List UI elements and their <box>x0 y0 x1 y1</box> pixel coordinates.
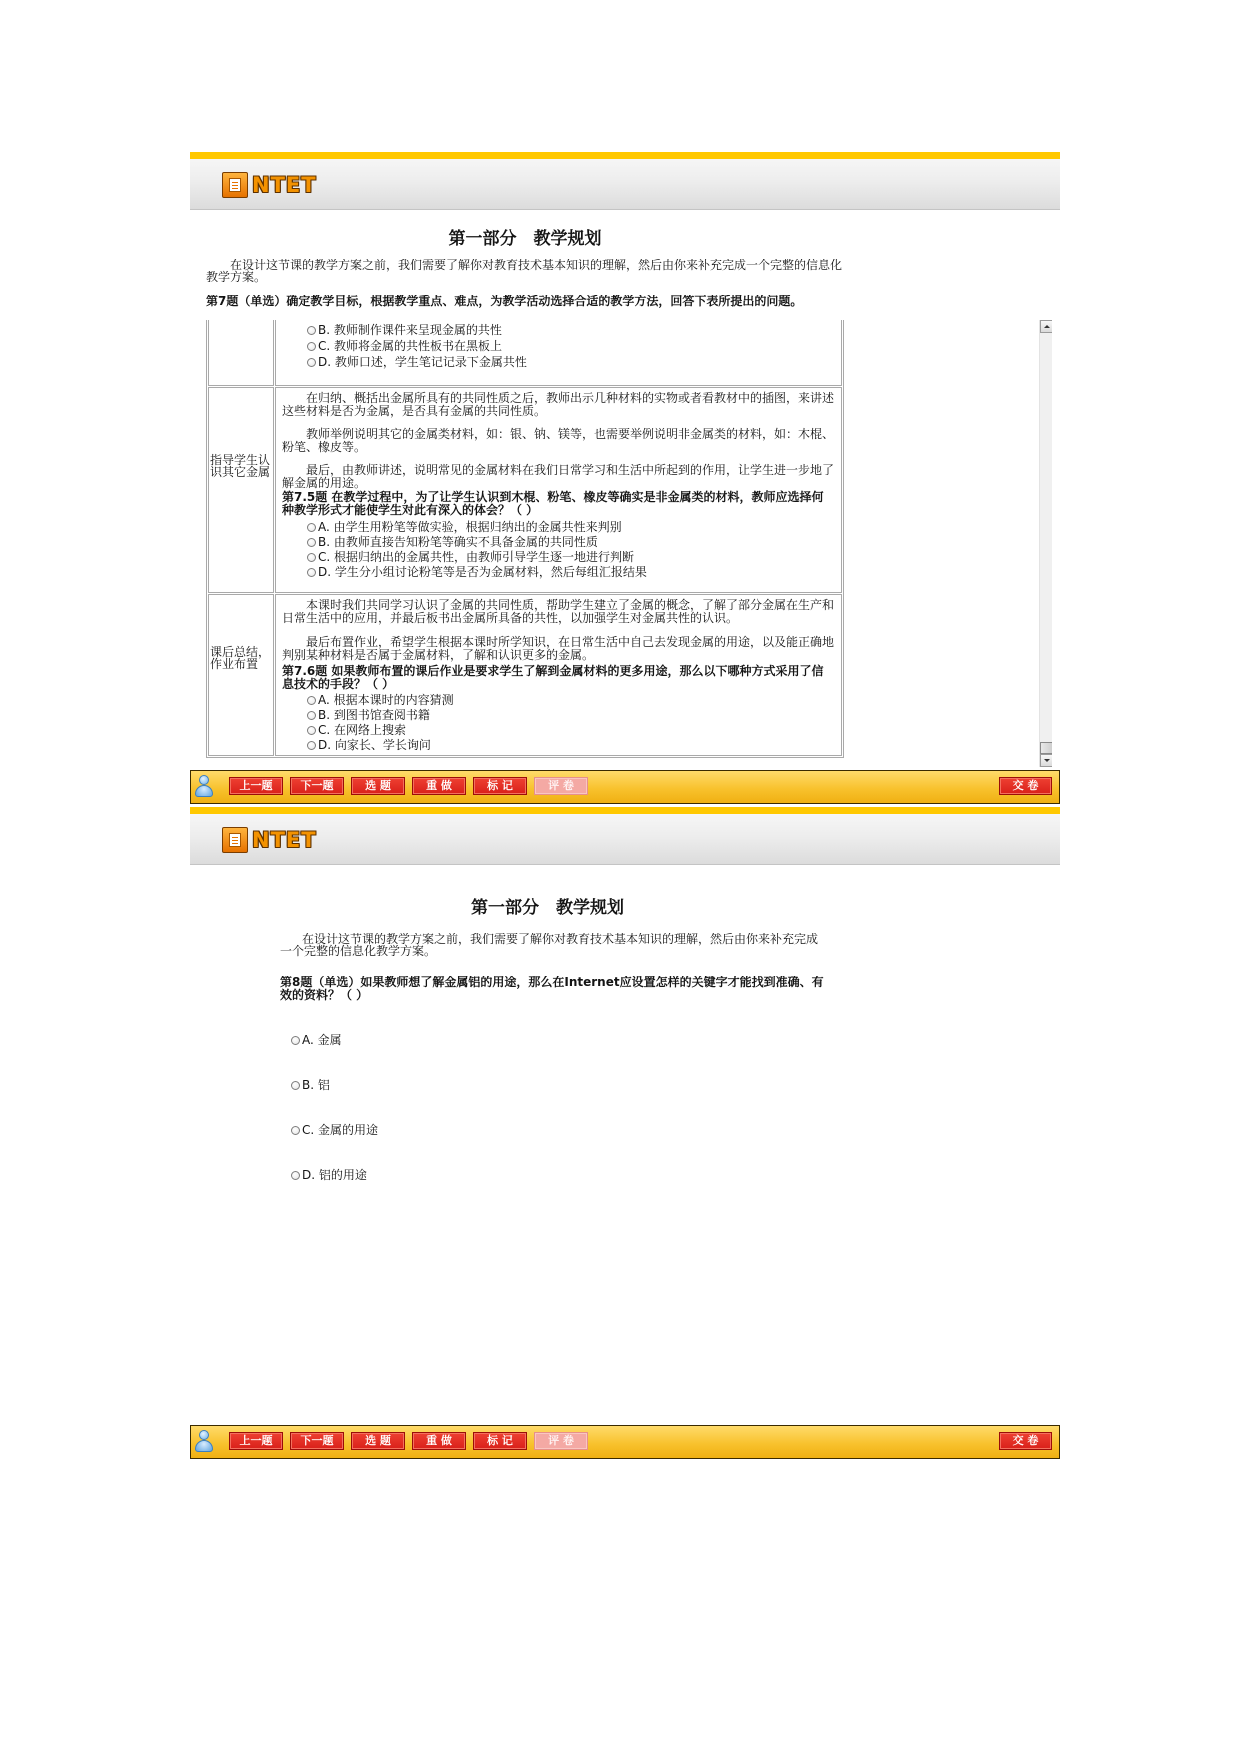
option-label: A. 由学生用粉笔等做实验，根据归纳出的金属共性来判别 <box>318 520 622 534</box>
option-label: A. 根据本课时的内容猜测 <box>318 693 454 707</box>
user-avatar-icon[interactable] <box>194 1429 214 1454</box>
ntet-logo-icon <box>222 172 248 198</box>
table-row <box>208 320 842 386</box>
prev-question-button[interactable]: 上一题 <box>229 777 283 795</box>
radio-button-icon[interactable] <box>307 696 316 705</box>
option-label: C. 在网络上搜索 <box>318 723 407 737</box>
table-cell-stage: 课后总结，作业布置 <box>208 594 274 756</box>
top-accent-strip <box>190 152 1060 159</box>
redo-button[interactable]: 重 做 <box>412 777 466 795</box>
scroll-up-arrow-icon[interactable] <box>1040 320 1052 333</box>
table-cell-stage: 指导学生认识其它金属 <box>208 387 274 593</box>
select-question-button[interactable]: 选 题 <box>351 777 405 795</box>
activity-paragraph: 在归纳、概括出金属所具有的共同性质之后，教师出示几种材料的实物或者看教材中的插图，来讲述这些材料是否为金属，是否具有金属的共同性质。 <box>282 391 835 418</box>
table-cell-stage <box>208 320 274 386</box>
table-row <box>208 594 842 756</box>
radio-button-icon[interactable] <box>291 1081 300 1090</box>
option-label: C. 教师将金属的共性板书在黑板上 <box>318 339 503 353</box>
brand-logo-text: NTET <box>252 828 317 852</box>
option-d[interactable] <box>282 565 835 580</box>
bottom-toolbar <box>190 1425 1060 1459</box>
option-c[interactable] <box>282 550 835 565</box>
bottom-toolbar <box>190 770 1060 804</box>
radio-button-icon[interactable] <box>291 1171 300 1180</box>
radio-button-icon[interactable] <box>291 1126 300 1135</box>
section-title: 第一部分 教学规划 <box>448 229 602 249</box>
option-label: D. 学生分小组讨论粉笔等是否为金属材料，然后每组汇报结果 <box>318 565 647 579</box>
option-d[interactable] <box>282 354 835 370</box>
option-d[interactable] <box>282 738 835 753</box>
option-label: C. 根据归纳出的金属共性，由教师引导学生逐一地进行判断 <box>318 550 635 564</box>
option-label: D. 教师口述，学生笔记记录下金属共性 <box>318 355 527 369</box>
option-group-8 <box>291 1033 691 1213</box>
radio-button-icon[interactable] <box>307 326 316 335</box>
prev-question-button[interactable]: 上一题 <box>229 1432 283 1450</box>
table-cell-content <box>275 387 842 593</box>
table-row <box>208 387 842 593</box>
next-question-button[interactable]: 下一题 <box>290 777 344 795</box>
option-c[interactable] <box>291 1123 691 1138</box>
mark-button[interactable]: 标 记 <box>473 777 527 795</box>
table-scroll-area[interactable] <box>206 320 1052 767</box>
option-group-7-5 <box>282 520 835 580</box>
option-label: A. 金属 <box>302 1033 342 1047</box>
radio-button-icon[interactable] <box>307 342 316 351</box>
option-label: C. 金属的用途 <box>302 1123 379 1137</box>
intro-text: 在设计这节课的教学方案之前，我们需要了解你对教育技术基本知识的理解，然后由你来补充完成一个完整的信息化教学方案。 <box>280 933 819 958</box>
grade-button-disabled: 评 卷 <box>534 1432 588 1450</box>
app-header <box>190 159 1060 210</box>
option-c[interactable] <box>282 338 835 354</box>
scrollbar-thumb[interactable] <box>1040 742 1052 754</box>
radio-button-icon[interactable] <box>291 1036 300 1045</box>
next-question-button[interactable]: 下一题 <box>290 1432 344 1450</box>
brand-logo-text: NTET <box>252 173 317 197</box>
vertical-scrollbar[interactable] <box>1039 320 1052 767</box>
option-label: D. 铝的用途 <box>302 1168 367 1182</box>
exam-window-question-7 <box>190 152 1060 804</box>
exam-window-question-8 <box>190 807 1060 1459</box>
top-accent-strip <box>190 807 1060 814</box>
option-label: D. 向家长、学长询问 <box>318 738 431 752</box>
option-a[interactable] <box>291 1033 691 1048</box>
option-label: B. 铝 <box>302 1078 330 1092</box>
option-c[interactable] <box>282 723 835 738</box>
sub-question-7-5: 第7.5题 在教学过程中，为了让学生认识到木棍、粉笔、橡皮等确实是非金属类的材料，教师应选择何种教学形式才能使学生对此有深入的体会？（ ） <box>282 490 824 517</box>
scroll-down-arrow-icon[interactable] <box>1040 754 1052 767</box>
radio-button-icon[interactable] <box>307 523 316 532</box>
sub-question-7-6: 第7.6题 如果教师布置的课后作业是要求学生了解到金属材料的更多用途，那么以下哪种方式采用了信息技术的手段？（ ） <box>282 664 824 691</box>
lesson-plan-table <box>206 320 844 758</box>
option-a[interactable] <box>282 693 835 708</box>
select-question-button[interactable]: 选 题 <box>351 1432 405 1450</box>
activity-paragraph: 本课时我们共同学习认识了金属的共同性质，帮助学生建立了金属的概念，了解了部分金属在生产和日常生活中的应用，并最后板书出金属所具备的共性，以加强学生对金属共性的认识。 <box>282 598 835 625</box>
radio-button-icon[interactable] <box>307 538 316 547</box>
submit-exam-button[interactable]: 交 卷 <box>999 1432 1052 1450</box>
grade-button-disabled: 评 卷 <box>534 777 588 795</box>
submit-exam-button[interactable]: 交 卷 <box>999 777 1052 795</box>
option-b[interactable] <box>282 708 835 723</box>
radio-button-icon[interactable] <box>307 726 316 735</box>
option-group-7-6 <box>282 693 835 753</box>
section-title: 第一部分 教学规划 <box>471 898 624 918</box>
radio-button-icon[interactable] <box>307 358 316 367</box>
activity-paragraph: 最后，由教师讲述，说明常见的金属材料在我们日常学习和生活中所起到的作用，让学生进一步地了解金属的用途。 <box>282 463 835 490</box>
option-d[interactable] <box>291 1168 691 1183</box>
option-label: B. 教师制作课件来呈现金属的共性 <box>318 323 502 337</box>
radio-button-icon[interactable] <box>307 711 316 720</box>
option-label: B. 到图书馆查阅书籍 <box>318 708 430 722</box>
radio-button-icon[interactable] <box>307 553 316 562</box>
activity-paragraph: 最后布置作业，希望学生根据本课时所学知识，在日常生活中自己去发现金属的用途，以及能正确地判别某种材料是否属于金属材料，了解和认识更多的金属。 <box>282 635 835 662</box>
question-prompt: 第7题（单选）确定教学目标，根据教学重点、难点，为教学活动选择合适的教学方法，回答下表所提出的问题。 <box>206 295 803 308</box>
ntet-logo-icon <box>222 827 248 853</box>
option-label: B. 由教师直接告知粉笔等确实不具备金属的共同性质 <box>318 535 598 549</box>
intro-text: 在设计这节课的教学方案之前，我们需要了解你对教育技术基本知识的理解，然后由你来补充完成一个完整的信息化教学方案。 <box>206 259 843 284</box>
option-b[interactable] <box>291 1078 691 1093</box>
option-b[interactable] <box>282 322 835 338</box>
option-b[interactable] <box>282 535 835 550</box>
table-cell-content <box>275 320 842 386</box>
radio-button-icon[interactable] <box>307 741 316 750</box>
option-a[interactable] <box>282 520 835 535</box>
user-avatar-icon[interactable] <box>194 774 214 799</box>
question-prompt: 第8题（单选）如果教师想了解金属铝的用途，那么在Internet应设置怎样的关键字才能找到准确、有效的资料？（ ） <box>280 976 824 1002</box>
radio-button-icon[interactable] <box>307 568 316 577</box>
table-cell-content <box>275 594 842 756</box>
activity-paragraph: 教师举例说明其它的金属类材料，如：银、钠、镁等，也需要举例说明非金属类的材料，如：木棍、粉笔、橡皮等。 <box>282 427 835 454</box>
redo-button[interactable]: 重 做 <box>412 1432 466 1450</box>
mark-button[interactable]: 标 记 <box>473 1432 527 1450</box>
app-header <box>190 814 1060 865</box>
